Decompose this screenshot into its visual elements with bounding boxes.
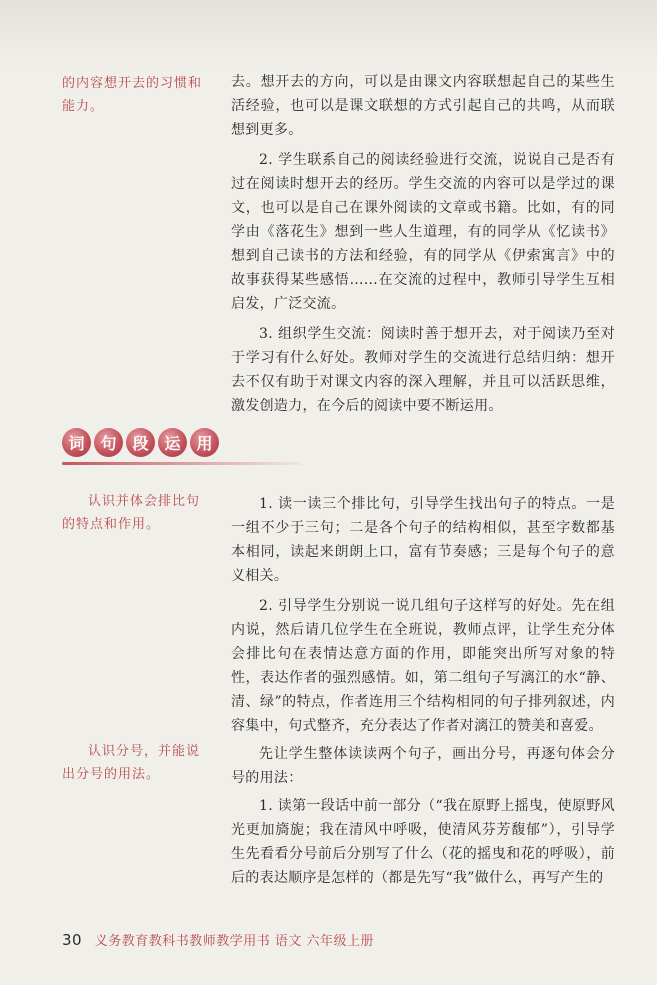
section-title-char: 句 bbox=[94, 428, 123, 457]
margin-note-semicolon bbox=[62, 740, 210, 786]
margin-note-parallel bbox=[62, 490, 210, 536]
section-title-char: 段 bbox=[126, 428, 155, 457]
paragraph: 先让学生整体读读两个句子，画出分号，再逐句体会分号的用法： bbox=[231, 746, 615, 786]
page-number: 30 bbox=[62, 931, 83, 949]
section-title-char: 运 bbox=[158, 428, 187, 457]
section-title-char: 词 bbox=[62, 428, 91, 457]
body-block-top bbox=[231, 70, 615, 418]
paragraph: 1. 读一读三个排比句，引导学生找出句子的特点。一是一组不少于三句；二是各个句子的结构相似，甚至字数都基本相同，读起来朗朗上口，富有节奏感；三是每个句子的意义相关。 bbox=[231, 496, 615, 584]
body-block-parallel bbox=[231, 492, 615, 738]
section-title bbox=[62, 428, 219, 457]
paragraph: 1. 读第一段话中前一部分（“我在原野上摇曳，使原野风光更加旖旎；我在清风中呼吸，使清风芬芳馥郁”），引导学生先看看分号前后分别写了什么（花的摇曳和花的呼吸），前后的表达顺序是怎样的（都是先写“我”做什么，再写产生的 bbox=[231, 798, 615, 886]
book-title: 义务教育教科书教师教学用书 语文 六年级上册 bbox=[94, 934, 374, 949]
page-footer bbox=[62, 930, 374, 949]
paragraph: 2. 引导学生分别说一说几组句子这样写的好处。先在组内说，然后请几位学生在全班说，教师点评，让学生充分体会排比句在表情达意方面的作用，即能突出所写对象的特性，表达作者的强烈感情。如，第二组句子写漓江的水“静、清、绿”的特点，作者连用三个结构相同的句子排列叙述，内容集中，句式整齐，充分表达了作者对漓江的赞美和喜爱。 bbox=[231, 598, 615, 734]
section-divider bbox=[62, 462, 302, 465]
body-block-semicolon bbox=[231, 742, 615, 890]
margin-note-top bbox=[62, 72, 210, 118]
margin-note-text: 的内容想开去的习惯和能力。 bbox=[62, 76, 203, 114]
page-top-shadow bbox=[0, 0, 657, 70]
paragraph: 2. 学生联系自己的阅读经验进行交流，说说自己是否有过在阅读时想开去的经历。学生交流的内容可以是学过的课文，也可以是自己在课外阅读的文章或书籍。比如，有的同学由《落花生》想到一些人生道理，有的同学从《忆读书》想到自己读书的方法和经验，有的同学从《伊索寓言》中的故事获得某些感悟……在交流的过程中，教师引导学生互相启发，广泛交流。 bbox=[231, 152, 615, 312]
section-header-ci-ju-duan-yun-yong bbox=[62, 428, 312, 474]
margin-note-text: 认识并体会排比句的特点和作用。 bbox=[62, 494, 201, 532]
paragraph: 3. 组织学生交流：阅读时善于想开去，对于阅读乃至对于学习有什么好处。教师对学生的交流进行总结归纳：想开去不仅有助于对课文内容的深入理解，并且可以活跃思维，激发创造力，在今后的阅读中要不断运用。 bbox=[231, 326, 615, 414]
paragraph: 去。想开去的方向，可以是由课文内容联想起自己的某些生活经验，也可以是课文联想的方式引起自己的共鸣，从而联想到更多。 bbox=[231, 74, 615, 138]
margin-note-text: 认识分号，并能说出分号的用法。 bbox=[62, 744, 201, 782]
section-title-char: 用 bbox=[190, 428, 219, 457]
